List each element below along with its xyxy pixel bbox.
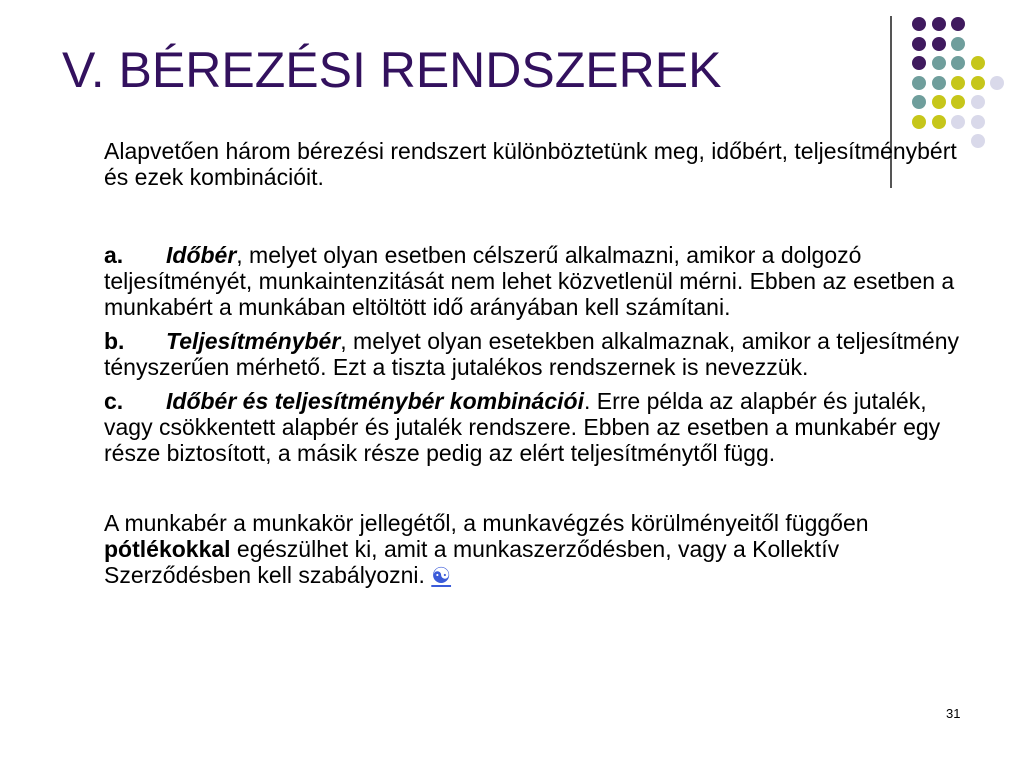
decorative-dot <box>951 37 965 51</box>
decorative-dot <box>951 17 965 31</box>
decorative-dot <box>971 76 985 90</box>
decorative-dot <box>912 37 926 51</box>
decorative-dot <box>912 17 926 31</box>
list-item-b <box>104 328 972 380</box>
decorative-dot <box>932 37 946 51</box>
decorative-dot <box>912 56 926 70</box>
decorative-dot <box>971 56 985 70</box>
decorative-dot <box>951 95 965 109</box>
decorative-dot <box>971 115 985 129</box>
list-item-term: Időbér <box>166 242 237 268</box>
decorative-dot <box>951 115 965 129</box>
decorative-dot <box>912 95 926 109</box>
list-item-term: Teljesítménybér <box>166 328 341 354</box>
decorative-dot <box>951 56 965 70</box>
decorative-dot <box>951 76 965 90</box>
page-number: 31 <box>946 706 961 721</box>
decorative-dot <box>971 134 985 148</box>
yin-yang-link-icon[interactable]: ☯ <box>431 564 452 589</box>
closing-paragraph <box>104 510 972 590</box>
list-item-term: Időbér és teljesítménybér kombinációi <box>166 388 584 414</box>
decorative-dot <box>932 115 946 129</box>
list-item-label: b. <box>104 328 125 354</box>
slide-body <box>104 138 972 590</box>
list-item-text: . Erre példa az alapbér és jutalék, vagy csökkentett alapbér és jutalék rendszere. Ebben az esetben a munkabér egy része biztosított, a másik része pedig az elért teljesítménytől függ. <box>104 388 941 466</box>
list-item-a <box>104 242 972 320</box>
list-item-label: a. <box>104 242 124 268</box>
decorative-dot <box>932 56 946 70</box>
decorative-dot <box>932 17 946 31</box>
decorative-dot <box>912 76 926 90</box>
slide-title: V. BÉREZÉSI RENDSZEREK <box>62 42 722 98</box>
decorative-dot <box>912 115 926 129</box>
decorative-dot <box>932 95 946 109</box>
list-item-label: c. <box>104 388 124 414</box>
closing-bold-term: pótlékokkal <box>104 536 231 562</box>
list-item-text: , melyet olyan esetekben alkalmaznak, amikor a teljesítmény tényszerűen mérhető. Ezt a tiszta jutalékos rendszernek is nevezzük. <box>104 328 960 380</box>
decorative-dot <box>932 76 946 90</box>
closing-text-after: egészülhet ki, amit a munkaszerződésben, vagy a Kollektív Szerződésben kell szabályozni. <box>104 536 840 588</box>
decorative-dot <box>971 95 985 109</box>
list-item-text: , melyet olyan esetben célszerű alkalmazni, amikor a dolgozó teljesítményét, munkaintenzitását nem lehet közvetlenül mérni. Ebben az esetben a munkabért a munkában eltöltött idő arányában kell számítani. <box>104 242 955 320</box>
intro-paragraph: Alapvetően három bérezési rendszert különböztetünk meg, időbért, teljesítménybért és ezek kombinációit. <box>104 138 957 190</box>
closing-text-before: A munkabér a munkakör jellegétől, a munkavégzés körülményeitől függően <box>104 510 869 536</box>
decorative-dot <box>990 76 1004 90</box>
list-item-c <box>104 388 972 466</box>
